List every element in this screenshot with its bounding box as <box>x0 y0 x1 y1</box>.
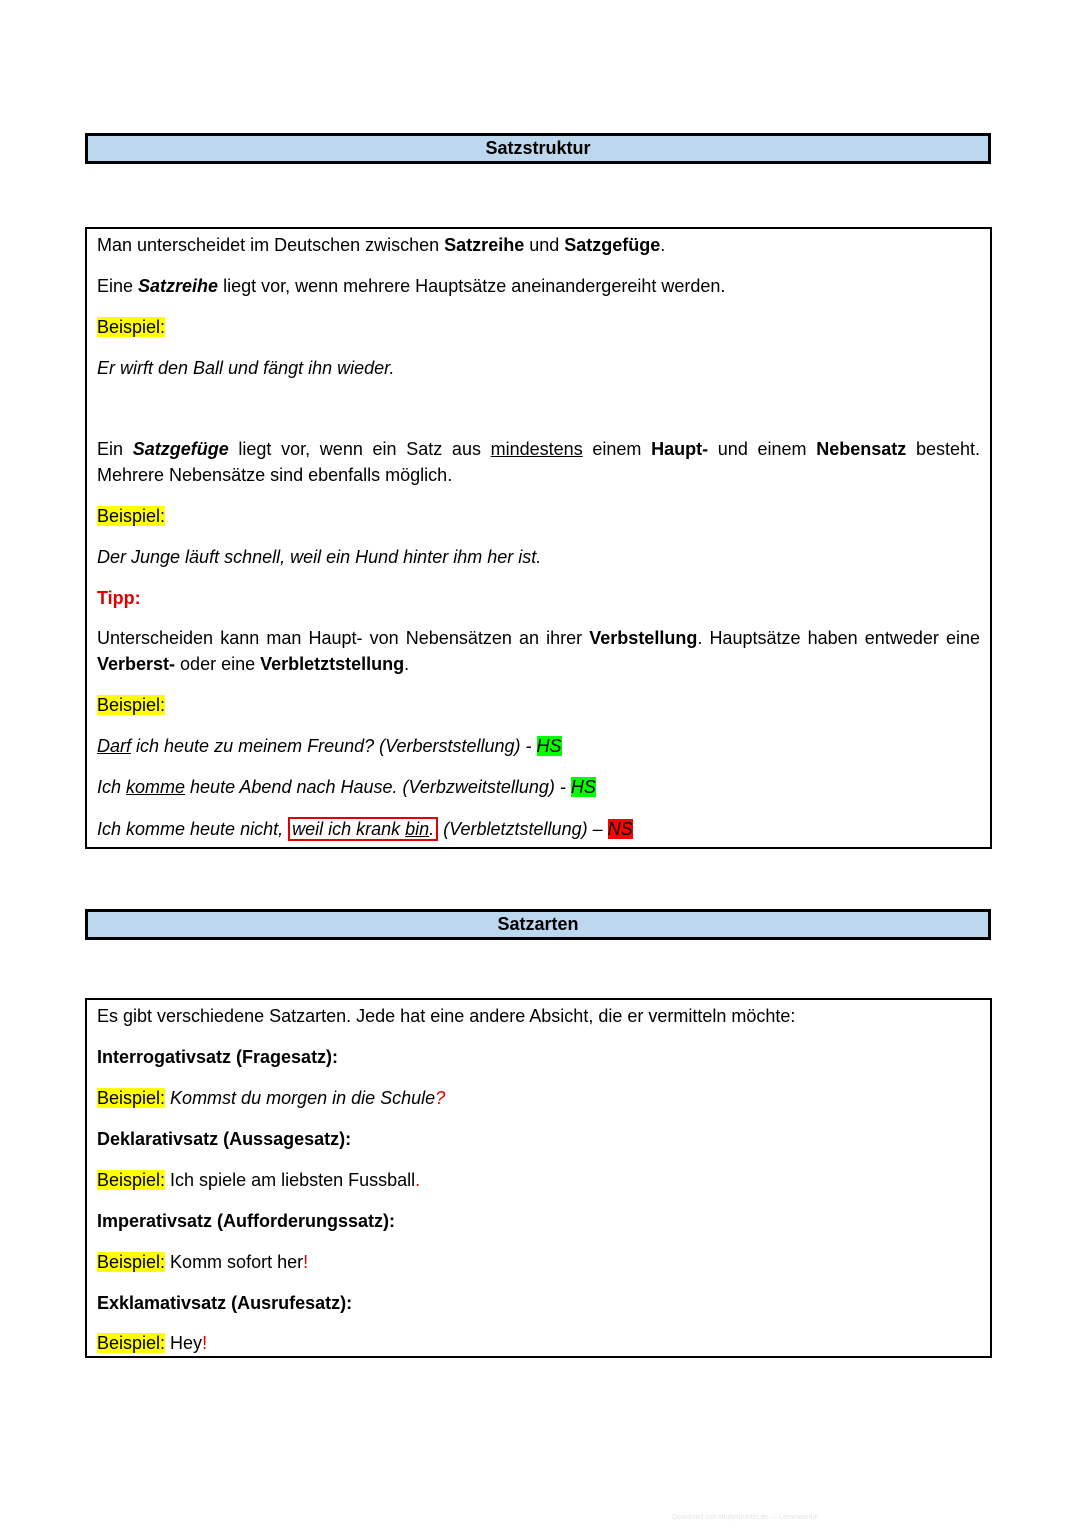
example-verbletzt: Ich komme heute nicht, weil ich krank bin. (Verbletztstellung) – NS <box>97 819 633 839</box>
example-label: Beispiel: <box>97 317 166 337</box>
download-footer: Download von studysmarter.de — Lernmaterial <box>672 1514 818 1521</box>
example-label: Beispiel: <box>97 506 166 526</box>
satzarten-intro: Es gibt verschiedene Satzarten. Jede hat eine andere Absicht, die er vermitteln möchte: <box>97 1006 796 1026</box>
tip-text: Unterscheiden kann man Haupt- von Nebensätzen an ihrer Verbstellung. Hauptsätze haben entweder eine Verberst- oder eine Verbletztstellung. <box>97 628 980 674</box>
type-example-interrogativ: Beispiel: Kommst du morgen in die Schule? <box>97 1088 446 1108</box>
example-verbzweit: Ich komme heute Abend nach Hause. (Verbzweitstellung) - HS <box>97 777 596 797</box>
tip-label: Tipp: <box>97 588 141 608</box>
section-title: Satzstruktur <box>485 138 591 158</box>
example-label: Beispiel: <box>97 695 166 715</box>
hs-tag: HS <box>570 777 596 797</box>
type-heading-deklarativ: Deklarativsatz (Aussagesatz): <box>97 1129 352 1149</box>
satzreihe-example: Er wirft den Ball und fängt ihn wieder. <box>97 358 395 378</box>
satzarten-box <box>85 998 992 1358</box>
satzgefuege-example: Der Junge läuft schnell, weil ein Hund hinter ihm her ist. <box>97 547 542 567</box>
type-example-imperativ: Beispiel: Komm sofort her! <box>97 1252 309 1272</box>
type-heading-exklamativ: Exklamativsatz (Ausrufesatz): <box>97 1293 353 1313</box>
example-verberst: Darf ich heute zu meinem Freund? (Verberststellung) - HS <box>97 736 562 756</box>
type-example-exklamativ: Beispiel: Hey! <box>97 1333 208 1353</box>
intro-line: Man unterscheidet im Deutschen zwischen Satzreihe und Satzgefüge. <box>97 235 666 255</box>
section-title: Satzarten <box>497 914 579 934</box>
satzgefuege-definition: Ein Satzgefüge liegt vor, wenn ein Satz aus mindestens einem Haupt- und einem Nebensatz besteht. Mehrere Nebensätze sind ebenfalls möglich. <box>97 439 980 485</box>
section-banner-satzarten <box>85 909 991 940</box>
type-example-deklarativ: Beispiel: Ich spiele am liebsten Fussball. <box>97 1170 421 1190</box>
type-heading-imperativ: Imperativsatz (Aufforderungssatz): <box>97 1211 396 1231</box>
hs-tag: HS <box>536 736 562 756</box>
section-banner-satzstruktur <box>85 133 991 164</box>
type-heading-interrogativ: Interrogativsatz (Fragesatz): <box>97 1047 339 1067</box>
satzreihe-definition: Eine Satzreihe liegt vor, wenn mehrere Hauptsätze aneinandergereiht werden. <box>97 276 726 296</box>
ns-tag: NS <box>607 819 633 839</box>
satzstruktur-box <box>85 227 992 849</box>
nebensatz-box: weil ich krank bin. <box>288 817 438 841</box>
